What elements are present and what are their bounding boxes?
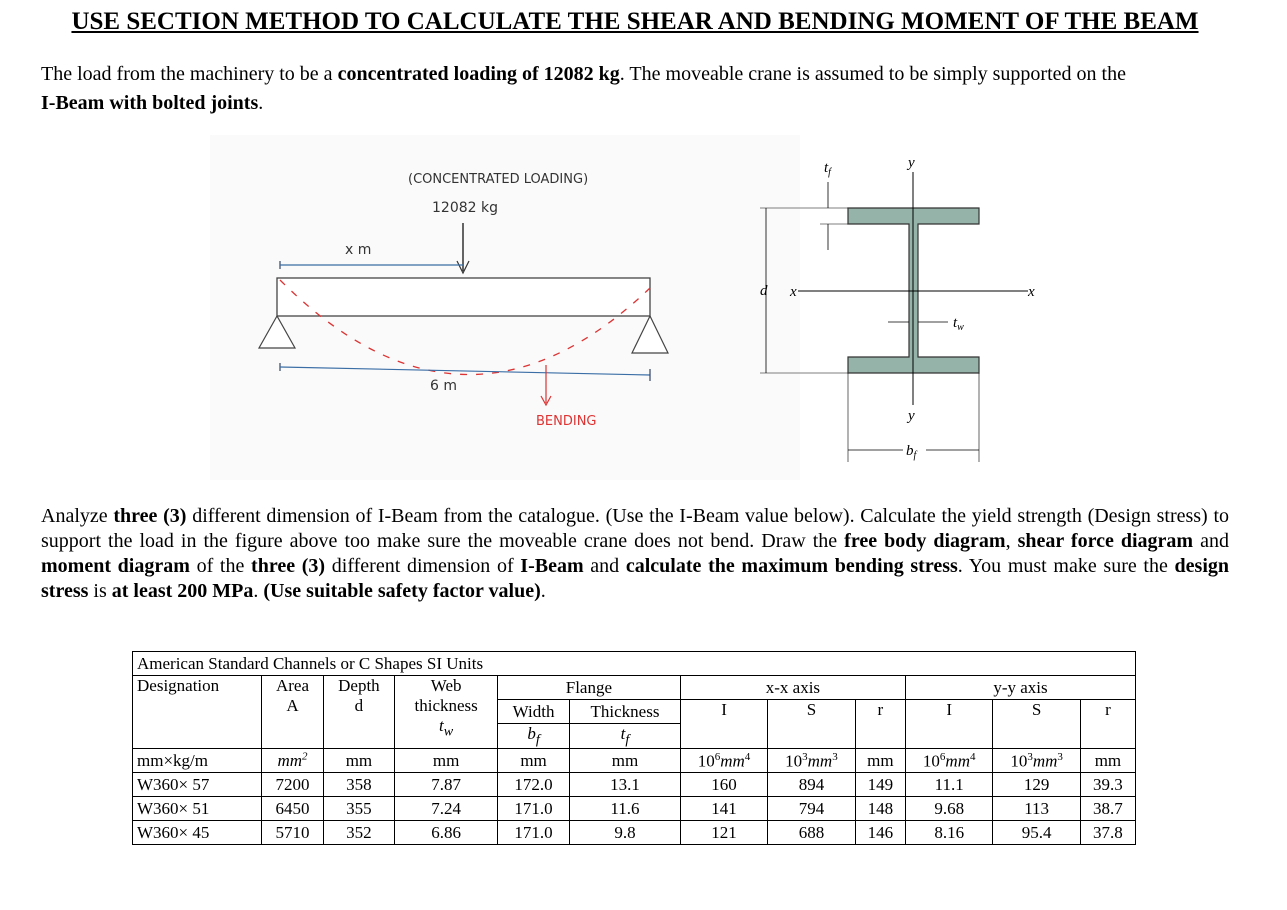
cell-rx: 146 (855, 821, 905, 845)
ibeam-cross-section (740, 150, 1060, 470)
cell-web: 7.24 (395, 797, 498, 821)
ibeam-properties-table (132, 651, 1136, 845)
unit-sy: $10^3mm^3$ (993, 749, 1080, 773)
unit-ix: $10^6mm^4$ (680, 749, 767, 773)
beam-body (277, 278, 650, 316)
cell-web: 7.87 (395, 773, 498, 797)
cell-thickness: 9.8 (570, 821, 681, 845)
beam-sketch-svg (210, 135, 800, 480)
beam-sketch (210, 135, 800, 480)
unit-ry: mm (1080, 749, 1135, 773)
cell-ix: 141 (680, 797, 767, 821)
table-row (133, 797, 1136, 821)
table-header-row-1 (133, 676, 1136, 700)
tw-label: $t_w$ (953, 315, 964, 333)
cell-web: 6.86 (395, 821, 498, 845)
cell-thickness: 13.1 (570, 773, 681, 797)
page-title: USE SECTION METHOD TO CALCULATE THE SHEAR AND BENDING MOMENT OF THE BEAM (71, 8, 1199, 35)
header-xx-axis: x-x axis (680, 676, 905, 700)
header-rx: r (855, 700, 905, 749)
depth-label: d (760, 283, 768, 299)
header-depth: Depth d (323, 676, 395, 749)
unit-iy: $10^6mm^4$ (906, 749, 993, 773)
header-yy-axis: y-y axis (906, 676, 1136, 700)
ibeam-svg (740, 150, 1060, 470)
unit-depth: mm (323, 749, 395, 773)
cell-ix: 160 (680, 773, 767, 797)
intro-paragraph: The load from the machinery to be a concentrated loading of 12082 kg. The moveable crane is assumed to be simply supported on the I-Beam with bolted joints. (41, 63, 1126, 114)
header-designation: Designation (133, 676, 262, 749)
cell-ry: 38.7 (1080, 797, 1135, 821)
cell-designation: W360× 45 (133, 821, 262, 845)
cell-iy: 8.16 (906, 821, 993, 845)
cell-iy: 11.1 (906, 773, 993, 797)
cell-ry: 37.8 (1080, 821, 1135, 845)
header-ry: r (1080, 700, 1135, 749)
cell-rx: 148 (855, 797, 905, 821)
header-iy: I (906, 700, 993, 749)
cell-area: 5710 (262, 821, 323, 845)
header-area: Area A (262, 676, 323, 749)
header-width: Width (497, 700, 569, 724)
cell-ix: 121 (680, 821, 767, 845)
cell-sx: 794 (768, 797, 855, 821)
cell-iy: 9.68 (906, 797, 993, 821)
span-dim-line (280, 367, 650, 375)
cell-sy: 95.4 (993, 821, 1080, 845)
table-row (133, 773, 1136, 797)
cell-depth: 355 (323, 797, 395, 821)
table-caption: American Standard Channels or C Shapes SI Units (133, 652, 1136, 676)
header-ix: I (680, 700, 767, 749)
x-distance-label: x m (345, 242, 372, 258)
bf-label: $b_f$ (906, 443, 917, 461)
x-axis-label-left: x (790, 284, 797, 300)
load-type-label: (CONCENTRATED LOADING) (408, 172, 589, 187)
cell-designation: W360× 51 (133, 797, 262, 821)
header-width-sym: $b_f$ (497, 724, 569, 749)
header-web: Web thickness $t_w$ (395, 676, 498, 749)
unit-web: mm (395, 749, 498, 773)
right-support (632, 316, 668, 353)
table-units-row (133, 749, 1136, 773)
analyze-paragraph: Analyze three (3) different dimension of I-Beam from the catalogue. (Use the I-Beam value below). Calculate the yield strength (Design stress) to support the load in the figure above too make sure the moveable crane does not bend. Draw the free body diagram, shear force diagram and moment diagram of the three (3) different dimension of I-Beam and calculate the maximum bending stress. You must make sure the design stress is at least 200 MPa. (Use suitable safety factor value). (41, 505, 1230, 602)
cell-area: 6450 (262, 797, 323, 821)
cell-area: 7200 (262, 773, 323, 797)
tf-label: $t_f$ (824, 160, 831, 178)
cell-width: 171.0 (497, 821, 569, 845)
x-axis-label-right: x (1028, 284, 1035, 300)
cell-sy: 129 (993, 773, 1080, 797)
bending-label: BENDING (536, 414, 597, 429)
header-thickness-sym: $t_f$ (570, 724, 681, 749)
header-flange: Flange (497, 676, 680, 700)
left-support (259, 316, 295, 348)
cell-width: 172.0 (497, 773, 569, 797)
table-row (133, 821, 1136, 845)
load-value-label: 12082 kg (432, 200, 498, 216)
cell-rx: 149 (855, 773, 905, 797)
y-axis-label-bottom: y (908, 408, 915, 424)
cell-thickness: 11.6 (570, 797, 681, 821)
cell-depth: 358 (323, 773, 395, 797)
unit-width: mm (497, 749, 569, 773)
cell-ry: 39.3 (1080, 773, 1135, 797)
header-sy: S (993, 700, 1080, 749)
header-sx: S (768, 700, 855, 749)
unit-designation: mm×kg/m (133, 749, 262, 773)
cell-depth: 352 (323, 821, 395, 845)
span-label: 6 m (430, 378, 457, 394)
header-thickness: Thickness (570, 700, 681, 724)
cell-sx: 894 (768, 773, 855, 797)
cell-designation: W360× 57 (133, 773, 262, 797)
cell-sy: 113 (993, 797, 1080, 821)
table-caption-row (133, 652, 1136, 676)
unit-sx: $10^3mm^3$ (768, 749, 855, 773)
unit-thickness: mm (570, 749, 681, 773)
unit-rx: mm (855, 749, 905, 773)
cell-width: 171.0 (497, 797, 569, 821)
cell-sx: 688 (768, 821, 855, 845)
unit-area: $mm^2$ (262, 749, 323, 773)
y-axis-label-top: y (908, 155, 915, 171)
